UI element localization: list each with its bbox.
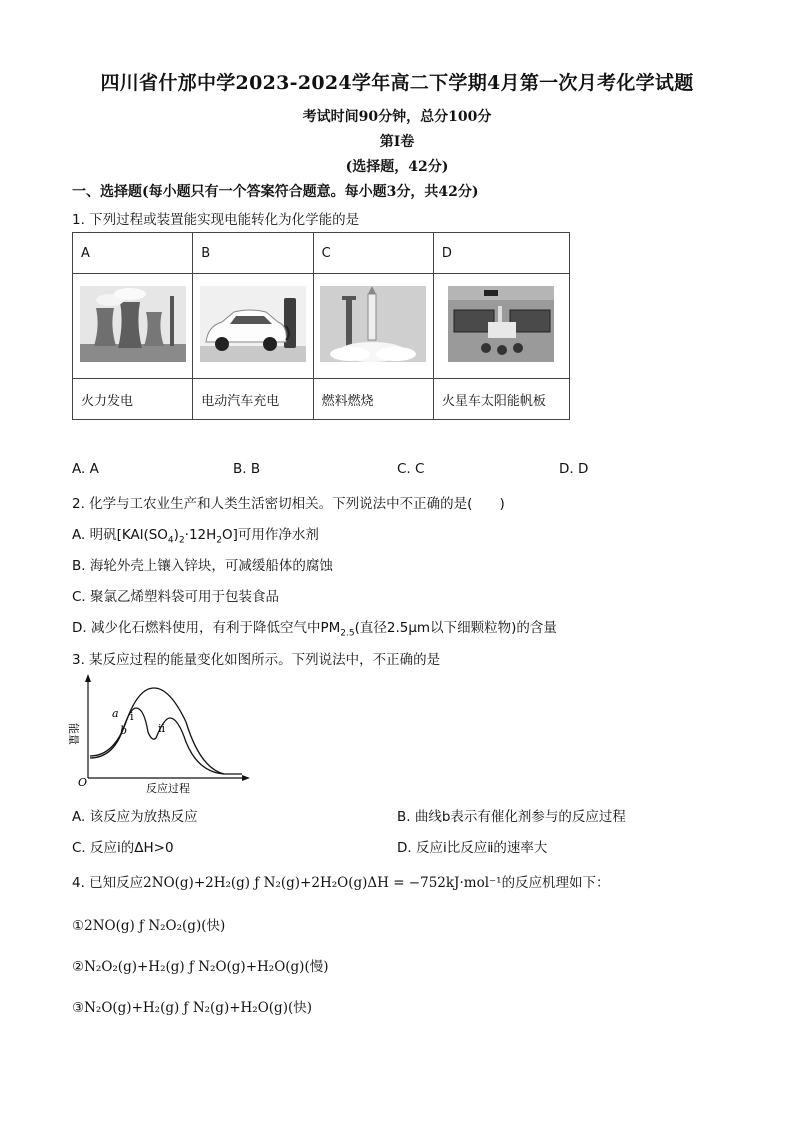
q3-stem: 3. 某反应过程的能量变化如图所示。下列说法中，不正确的是 [72, 652, 441, 668]
q1-option-c: C. C [397, 461, 425, 477]
q4-step-3: ③N₂O(g)+H₂(g) ƒ N₂(g)+H₂O(g)(快) [72, 1000, 312, 1016]
q1-caption-c: 燃料燃烧 [313, 379, 433, 420]
q1-col-c: C [313, 233, 433, 274]
curve-label-i: i [130, 710, 134, 723]
q2-stem: 2. 化学与工农业生产和人类生活密切相关。下列说法中不正确的是( ) [72, 496, 505, 512]
volume-note: (选择题，42分) [345, 159, 449, 175]
q2-option-c: C. 聚氯乙烯塑料袋可用于包装食品 [72, 589, 280, 605]
q3-option-c: C. 反应ⅰ的ΔH>0 [72, 840, 174, 856]
q3-option-b: B. 曲线b表示有催化剂参与的反应过程 [397, 809, 626, 825]
q4-step-2: ②N₂O₂(g)+H₂(g) ƒ N₂O(g)+H₂O(g)(慢) [72, 959, 329, 975]
q3-option-d: D. 反应ⅰ比反应ⅱ的速率大 [397, 840, 548, 856]
q4-equation: 2NO(g)+2H₂(g) ƒ N₂(g)+2H₂O(g)ΔH = −752kJ·mol⁻¹ [143, 875, 502, 891]
q1-caption-d: 火星车太阳能帆板 [433, 379, 569, 420]
q1-caption-b: 电动汽车充电 [193, 379, 313, 420]
y-axis-label: 能量 [67, 723, 80, 745]
q1-col-a: A [73, 233, 193, 274]
q2-option-d: D. 减少化石燃料使用，有利于降低空气中$PM_{2.5}$(直径2.5μm以下细颗粒物)的含量 [72, 620, 557, 639]
q1-stem: 1. 下列过程或装置能实现电能转化为化学能的是 [72, 212, 360, 228]
mars-rover-image [448, 286, 554, 362]
rocket-launch-image [320, 286, 426, 362]
x-axis-label: 反应过程 [146, 782, 190, 795]
section-title: 一、选择题(每小题只有一个答案符合题意。每小题3分，共42分) [72, 184, 479, 200]
q2-option-a: A. 明矾$[KAl(SO_4)_2\cdot 12H_2O]$可用作净水剂 [72, 527, 319, 546]
q1-col-b: B [193, 233, 313, 274]
curve-label-a: a [112, 707, 119, 720]
q3-option-a: A. 该反应为放热反应 [72, 809, 198, 825]
q1-caption-a: 火力发电 [73, 379, 193, 420]
q1-option-a: A. A [72, 461, 99, 477]
exam-info: 考试时间90分钟，总分100分 [302, 109, 492, 125]
q1-option-b: B. B [233, 461, 261, 477]
energy-diagram [67, 672, 254, 798]
q1-option-d: D. D [559, 461, 589, 477]
q1-table [72, 232, 570, 420]
curve-label-b: b [120, 724, 128, 737]
electric-car-image [200, 286, 306, 362]
origin-label: O [78, 776, 88, 789]
volume-heading: 第Ⅰ卷 [379, 134, 415, 150]
cooling-towers-image [80, 286, 186, 362]
q4-stem: 4. 已知反应2NO(g)+2H₂(g) ƒ N₂(g)+2H₂O(g)ΔH = −752kJ·mol⁻¹的反应机理如下： [72, 875, 610, 891]
curve-label-ii: ii [158, 722, 166, 735]
page-title: 四川省什邡中学2023-2024学年高二下学期4月第一次月考化学试题 [100, 72, 694, 94]
q2-option-b: B. 海轮外壳上镶入锌块，可减缓船体的腐蚀 [72, 558, 333, 574]
q4-step-1: ①2NO(g) ƒ N₂O₂(g)(快) [72, 918, 226, 934]
q1-col-d: D [433, 233, 569, 274]
